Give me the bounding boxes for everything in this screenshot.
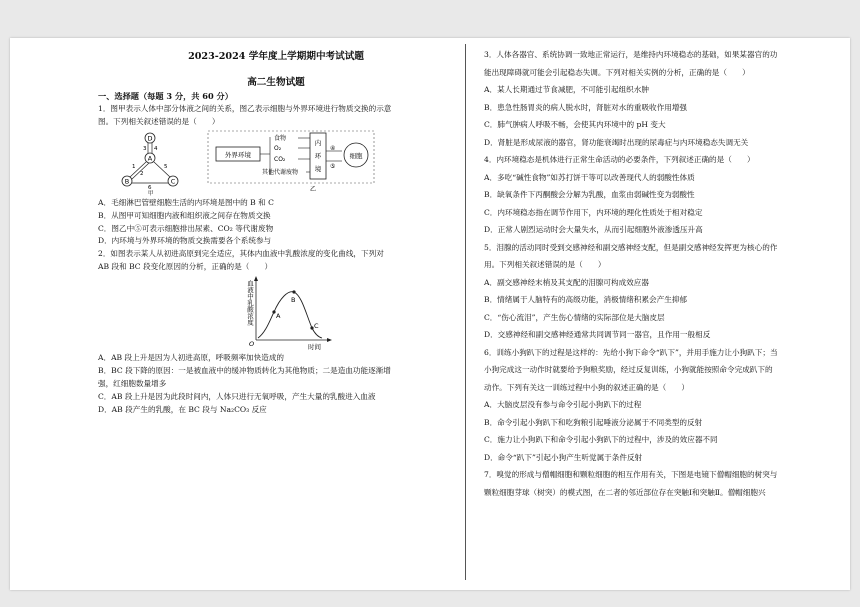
left-column [98,38,454,417]
right-text-line: D．命令“趴下”引起小狗产生听觉属于条件反射 [484,452,643,462]
q2-option-b-line1: B．BC 段下降的原因：一是被血液中的缓冲物质转化为其他物质；二是造血功能逐渐增 [98,366,391,376]
node-b-label: B [124,177,130,186]
right-text-line: A．某人长期通过节食减肥，不可能引起组织水肿 [484,85,649,94]
right-text-line: D．正常人剧烈运动时会大量失水，从而引起细胞外液渗透压升高 [484,225,703,234]
right-text-line: B．命令引起小狗趴下和吃狗粮引起唾液分泌属于不同类型的反射 [484,417,703,427]
inner-env-2: 环 [314,151,322,160]
right-text-line: 颗粒细胞芽球（树突）的模式图，在二者的邻近部位存在突触Ⅰ和突触Ⅱ。僧帽细胞兴 [484,487,766,497]
edge-3: 3 [143,145,147,152]
origin-label: O [249,340,255,349]
right-text-line: 6．训练小狗趴下的过程是这样的：先给小狗下命令“趴下”，并用手施力让小狗趴下；当 [484,347,778,357]
q1-figures [98,131,454,197]
arrow-4: ④ [330,144,336,152]
section-heading: 一、选择题（每题 3 分，共 60 分） [98,91,233,101]
q1-option-c: C．图乙中⑤可表示细胞排出尿素、CO₂ 等代谢废物 [98,223,274,233]
inner-env-3: 境 [314,164,322,173]
right-text-line: C．内环境稳态指在调节作用下，内环境的理化性质处于相对稳定 [484,207,703,217]
right-text-line: A．多吃“碱性食物”如苏打饼干等可以改善现代人的弱酸性体质 [484,172,695,182]
exam-title: 2023-2024 学年度上学期期中考试试题 [188,51,364,62]
q2-option-c: C．AB 段上升是因为此段时间内，人体只进行无氧呼吸，产生大量的乳酸进入血液 [98,391,376,401]
point-a-label: A [276,312,281,321]
caption-yi: 乙 [310,185,317,193]
right-column [484,38,822,501]
point-c-label: C [314,322,319,331]
curve-line [258,292,322,338]
document-page [10,38,850,590]
caption-jia: 甲 [148,190,154,197]
q2-option-b-line2: 强，红细胞数量增多 [98,378,167,388]
q2-stem-line2: AB 段和 BC 段变化原因的分析，正确的是（ ） [98,262,273,272]
right-text-line: A．大脑皮层没有参与命令引起小狗趴下的过程 [484,400,642,409]
lactate-curve [98,276,454,350]
q2-figure [98,276,454,350]
q2-stem-line1: 2．如图表示某人从初进高原到完全适应，其体内血液中乳酸浓度的变化曲线，下列对 [98,249,384,259]
node-a-label: A [147,154,153,163]
right-text-line: C．肺气肿病人呼吸不畅，会使其内环境中的 pH 变大 [484,120,666,129]
y-axis-label: 血液中乳酸浓度 [246,280,254,326]
q1-stem-line1: 1．图甲表示人体中部分体液之间的关系，图乙表示细胞与外界环境进行物质交换的示意 [98,103,392,113]
right-text-line: 7．嗅觉的形成与僧帽细胞和颗粒细胞的相互作用有关，下图是电镜下僧帽细胞的树突与 [484,470,778,479]
column-divider [465,44,466,580]
right-text-line: 3．人体各器官、系统协调一致地正常运行，是维持内环境稳态的基础，如果某器官的功 [484,50,778,59]
env-label: 外界环境 [225,150,251,159]
edge-1: 1 [132,163,136,170]
inner-env-1: 内 [314,138,322,147]
q1-stem-line2: 图。下列相关叙述错误的是（ ） [98,116,220,126]
food-label: 食物 [274,134,287,142]
right-text-line: B．患急性肠胃炎的病人脱水时，肾脏对水的重吸收作用增强 [484,102,688,112]
right-text-line: B．缺氧条件下丙酮酸会分解为乳酸，血浆由弱碱性变为弱酸性 [484,190,695,199]
q1-option-a: A．毛细淋巴管壁细胞生活的内环境是图中的 B 和 C [98,197,274,207]
x-axis-label: 时间 [308,343,321,352]
q1-option-d: D．内环境与外界环境的物质交换需要各个系统参与 [98,236,272,246]
q2-option-d: D．AB 段产生的乳酸，在 BC 段与 Na₂CO₃ 反应 [98,404,267,414]
right-text-line: 5．泪腺的活动同时受到交感神经和副交感神经支配，但是副交感神经发挥更为核心的作 [484,242,778,252]
edge-2: 2 [140,170,144,177]
point-b-label: B [291,296,296,305]
o2-label: O₂ [274,144,282,152]
right-text-line: 用。下列相关叙述错误的是（ ） [484,260,606,269]
waste-label: 其他代谢废物 [262,168,299,176]
edge-6: 6 [148,184,152,191]
right-text-line: 动作。下列有关这一训练过程中小狗的叙述正确的是（ ） [484,382,690,392]
node-c-label: C [170,177,176,186]
right-text-line: D．交感神经和副交感神经通常共同调节同一器官，且作用一般相反 [484,330,711,339]
exam-subtitle: 高二生物试题 [247,77,305,88]
node-d-label: D [147,134,153,143]
right-text-line: B．情绪属于人脑特有的高级功能，消极情绪积累会产生抑郁 [484,295,688,304]
arrow-5: ⑤ [330,162,336,170]
right-text-line: C．施力让小狗趴下和命令引起小狗趴下的过程中，涉及的效应器不同 [484,435,718,444]
right-text-line: 能出现障碍就可能会引起稳态失调。下列对相关实例的分析，正确的是（ ） [484,67,750,77]
co2-label: CO₂ [274,155,286,163]
fluid-diagram [98,131,454,197]
right-text-line: 小狗完成这一动作时就要给予狗粮奖励，经过反复训练，小狗就能按照命令完成趴下的 [484,365,773,374]
right-text-line: C．“伤心流泪”，产生伤心情绪的实际部位是大脑皮层 [484,312,665,322]
edge-5: 5 [164,163,168,170]
right-text-line: A．副交感神经末梢及其支配的泪腺可构成效应器 [484,277,649,287]
edge-4: 4 [154,145,158,152]
cell-label: 细胞 [349,151,363,160]
right-text-line: 4．内环境稳态是机体进行正常生命活动的必要条件，下列叙述正确的是（ ） [484,155,755,164]
right-text-line: D．肾脏是形成尿液的器官，肾功能衰竭时出现的尿毒症与内环境稳态失调无关 [484,137,749,147]
point-b [292,291,295,294]
q1-option-b: B．从图甲可知细胞内液和组织液之间存在物质交换 [98,210,271,220]
q2-option-a: A．AB 段上升是因为人初进高原，呼吸频率加快造成的 [98,353,285,363]
